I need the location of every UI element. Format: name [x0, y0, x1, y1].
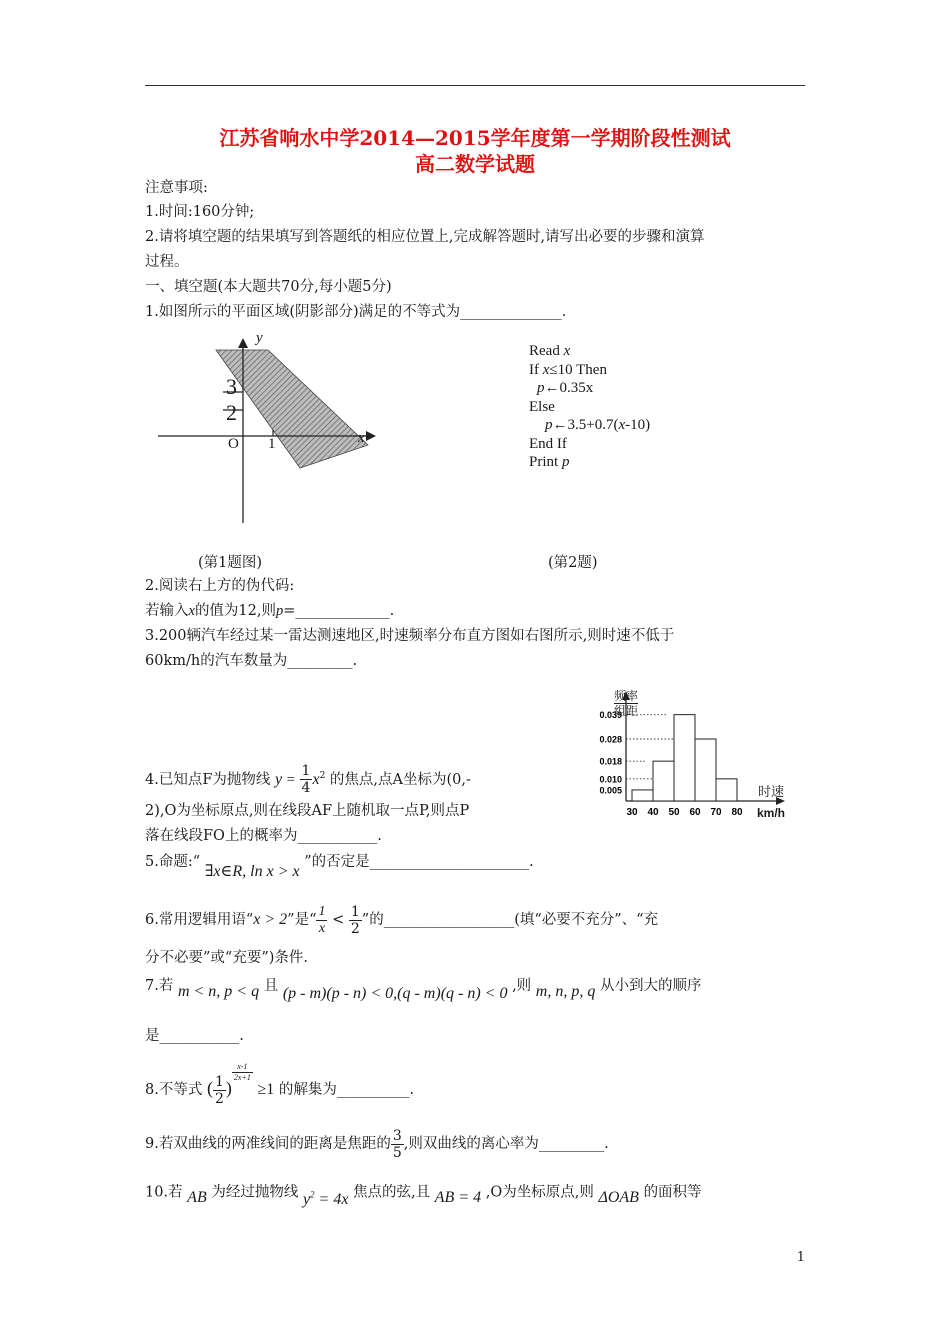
page-number: 1 — [796, 1250, 805, 1265]
question-2b: 若输入x的值为12,则p=_____________. — [145, 603, 395, 619]
histogram-bar — [695, 739, 716, 801]
histogram-bar — [674, 715, 695, 801]
question-3b: 60km/h的汽车数量为_________. — [145, 653, 358, 669]
x-tick-label: 60 — [689, 807, 701, 818]
code-line-else: Else — [529, 398, 555, 415]
question-8: 8.不等式 ( $\frac{1}{2}$ ) $\frac{x-1}{2x+1}$ ≥1 的解集为__________. — [145, 1062, 414, 1107]
histogram-bar — [632, 790, 653, 801]
fraction-1-4: $\frac{1}{4}$ — [301, 763, 311, 797]
question-3a: 3.200辆汽车经过某一雷达测速地区,时速频率分布直方图如右图所示,则时速不低于 — [145, 628, 675, 644]
figure-1-caption: (第1题图) — [198, 555, 263, 571]
pseudo-code — [529, 342, 650, 472]
y-tick-label: 0.018 — [599, 756, 622, 767]
y-tick-label: 0.028 — [599, 734, 622, 745]
question-4b: 2),O为坐标原点,则在线段AF上随机取一点P,则点P — [145, 803, 470, 819]
question-6: 6.常用逻辑用语“x > 2”是“ $\frac{1}{x}$ < $\frac{1}{2}$ ”的__________________(填“必要不充分”、“充 — [145, 903, 659, 937]
y-tick-label: 0.010 — [599, 774, 622, 785]
y-axis-arrow — [238, 338, 248, 348]
title-line-2: 高二数学试题 — [415, 152, 535, 176]
question-7b: 是___________. — [145, 1028, 244, 1044]
code-line-endif: End If — [529, 435, 567, 452]
notes-item-2a: 2.请将填空题的结果填写到答题纸的相应位置上,完成解答题时,请写出必要的步骤和演算 — [145, 229, 705, 245]
x-tick-label: 50 — [668, 807, 680, 818]
code-line-assign-1: p←0.35x — [537, 380, 594, 396]
histogram-bar — [716, 779, 737, 801]
fig1-y-label: y — [256, 330, 263, 346]
histogram-ylabel — [614, 689, 638, 718]
x-tick-label: 30 — [626, 807, 638, 818]
y-tick-label: 0.005 — [599, 785, 622, 796]
exponent-fraction: $\frac{x-1}{2x+1}$ — [233, 1062, 251, 1082]
question-4c: 落在线段FO上的概率为___________. — [145, 828, 382, 844]
question-5: 5.命题:“ ∃x∈R, ln x > x ”的否定是______________________. — [145, 854, 534, 880]
notes-heading: 注意事项: — [145, 180, 208, 196]
fraction-1-x: $\frac{1}{x}$ — [318, 903, 326, 936]
section-heading: 一、填空题(本大题共70分,每小题5分) — [145, 279, 392, 295]
y-tick-label: 0.039 — [599, 710, 622, 721]
figure-1-region — [150, 330, 380, 530]
histogram-bar — [653, 761, 674, 801]
fraction-3-5: $\frac{3}{5}$ — [392, 1127, 402, 1161]
title-line-1: 江苏省响水中学2014—2015学年度第一学期阶段性测试 — [219, 126, 731, 150]
fraction-base: $\frac{1}{2}$ — [214, 1073, 224, 1107]
x-tick-label: 40 — [647, 807, 659, 818]
ylabel-bottom: 组距 — [614, 704, 639, 718]
x-tick-label: 70 — [710, 807, 722, 818]
histogram-xlabel: 时速 — [758, 785, 785, 800]
fig1-origin-label: O — [228, 436, 239, 452]
fig1-x-label: x — [358, 430, 365, 446]
fig1-tick-3-label: 3 — [226, 374, 237, 399]
code-line-if: If x≤10 Then — [529, 361, 607, 378]
question-2a: 2.阅读右上方的伪代码: — [145, 578, 295, 594]
question-7: 7.若 m < n, p < q 且 (p - m)(p - n) < 0,(q - m)(q - n) < 0 ,则 m, n, p, q 从小到大的顺序 — [145, 978, 702, 1002]
fig1-tick-1-label: 1 — [268, 436, 276, 452]
fig1-tick-2-label: 2 — [226, 400, 237, 425]
x-tick-label: 80 — [731, 807, 743, 818]
histogram-xunit: km/h — [757, 806, 786, 820]
question-1: 1.如图所示的平面区域(阴影部分)满足的不等式为______________. — [145, 304, 567, 320]
code-line-read: Read x — [529, 343, 571, 359]
question-6b: 分不必要”或“充要”)条件. — [145, 950, 309, 966]
notes-item-2b: 过程。 — [145, 254, 189, 270]
figure-2-caption: (第2题) — [548, 555, 598, 571]
code-line-print: Print p — [529, 454, 570, 470]
question-9: 9.若双曲线的两准线间的距离是焦距的 $\frac{3}{5}$ ,则双曲线的离心率为_________. — [145, 1127, 609, 1161]
notes-item-1: 1.时间:160分钟; — [145, 204, 255, 220]
header-rule — [145, 85, 805, 86]
fraction-1-2: $\frac{1}{2}$ — [350, 903, 360, 937]
x-axis-arrow — [366, 431, 376, 441]
ylabel-top: 频率 — [614, 689, 639, 703]
question-10: 10.若 AB 为经过抛物线 $y^2 = 4x$ 焦点的弦,且 AB = 4 ,O为坐标原点,则 ΔOAB 的面积等 — [145, 1184, 702, 1209]
question-4a: 4.已知点F为抛物线 y = $\frac{1}{4}$ $x^2$ 的焦点,点A坐标为(0,- — [145, 763, 471, 797]
code-line-assign-2: p←3.5+0.7(x-10) — [545, 417, 651, 433]
